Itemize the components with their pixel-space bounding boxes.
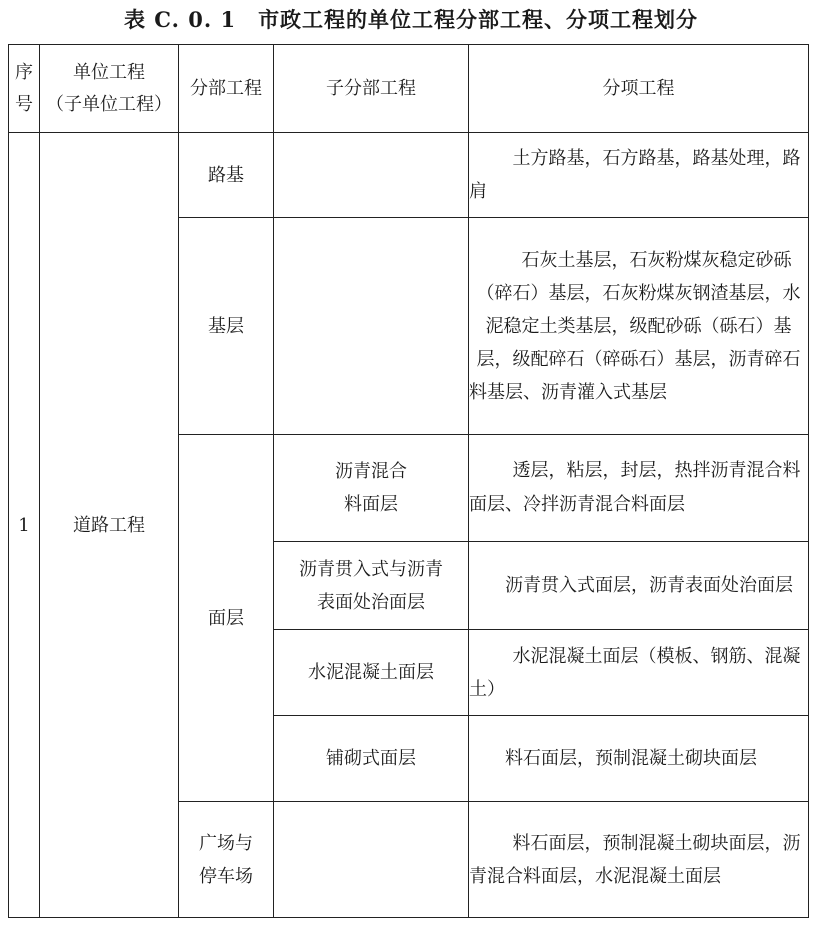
subdivision-cement-concrete: 水泥混凝土面层 — [274, 630, 469, 716]
subdivision-paving: 铺砌式面层 — [274, 716, 469, 802]
item-subgrade: 土方路基，石方路基，路基处理，路肩 — [469, 133, 809, 218]
header-seq: 序 号 — [9, 45, 40, 133]
table-number: 表 C. 0. 1 — [123, 7, 237, 32]
subdivision-empty — [274, 802, 469, 918]
seq-cell: 1 — [9, 133, 40, 918]
item-paving: 料石面层，预制混凝土砌块面层 — [469, 716, 809, 802]
division-plaza: 广场与 停车场 — [179, 802, 274, 918]
item-asphalt-mix: 透层，粘层，封层，热拌沥青混合料面层、冷拌沥青混合料面层 — [469, 435, 809, 542]
division-surface: 面层 — [179, 435, 274, 802]
subdivision-empty — [274, 133, 469, 218]
header-unit: 单位工程 （子单位工程） — [40, 45, 179, 133]
subdivision-asphalt-mix: 沥青混合 料面层 — [274, 435, 469, 542]
subdivision-penetration: 沥青贯入式与沥青 表面处治面层 — [274, 542, 469, 630]
table-row — [9, 133, 809, 218]
header-item: 分项工程 — [469, 45, 809, 133]
unit-cell: 道路工程 — [40, 133, 179, 918]
subdivision-empty — [274, 218, 469, 435]
item-penetration: 沥青贯入式面层，沥青表面处治面层 — [469, 542, 809, 630]
header-subdivision: 子分部工程 — [274, 45, 469, 133]
division-subgrade: 路基 — [179, 133, 274, 218]
item-cement-concrete: 水泥混凝土面层（模板、钢筋、混凝土） — [469, 630, 809, 716]
division-table — [8, 44, 809, 918]
item-plaza: 料石面层，预制混凝土砌块面层，沥青混合料面层，水泥混凝土面层 — [469, 802, 809, 918]
table-caption — [0, 4, 822, 36]
header-row — [9, 45, 809, 133]
table-title: 市政工程的单位工程分部工程、分项工程划分 — [258, 7, 699, 32]
item-base: 石灰土基层，石灰粉煤灰稳定砂砾（碎石）基层，石灰粉煤灰钢渣基层，水泥稳定土类基层，级配砂砾（砾石）基层，级配碎石（碎砾石）基层，沥青碎石料基层、沥青灌入式基层 — [469, 218, 809, 435]
header-division: 分部工程 — [179, 45, 274, 133]
division-base: 基层 — [179, 218, 274, 435]
